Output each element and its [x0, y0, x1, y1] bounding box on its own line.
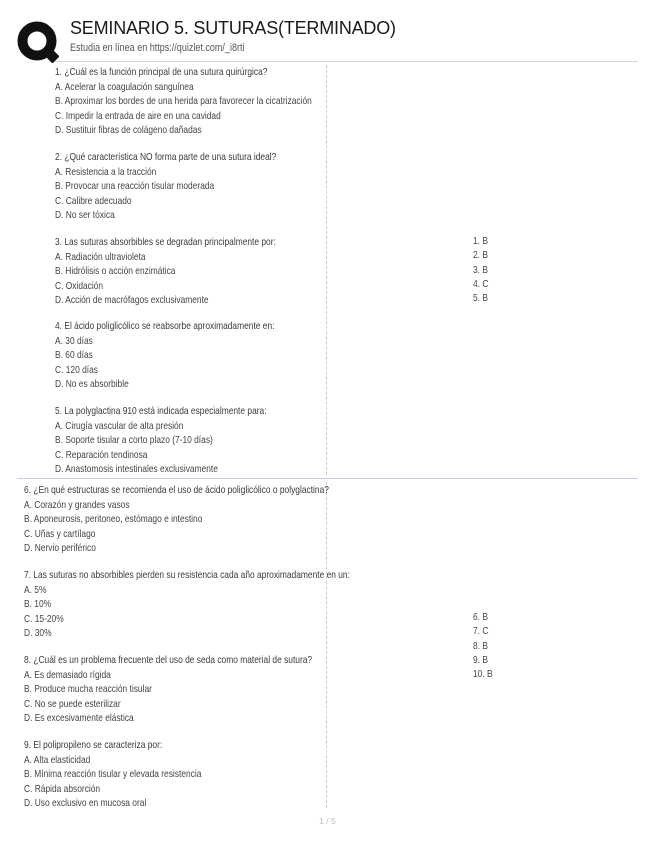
document-subtitle: Estudia en línea en https://quizlet.com/_i8rti: [70, 42, 245, 54]
answer-key-item: 9. B: [473, 653, 488, 666]
answer-option: A. Radiación ultravioleta: [55, 250, 146, 263]
answer-option: C. Rápida absorción: [24, 782, 101, 795]
answer-option: A. Es demasiado rígida: [24, 668, 111, 681]
document-title: SEMINARIO 5. SUTURAS(TERMINADO): [70, 18, 396, 38]
answer-option: A. Resistencia a la tracción: [55, 165, 157, 178]
question-block-8: [24, 653, 384, 726]
answer-option: D. Nervio periférico: [24, 542, 96, 554]
question-block-7: [24, 568, 431, 641]
question-text: 5. La polyglactina 910 está indicada especialmente para:: [55, 405, 267, 417]
answer-option: B. Mínima reacción tisular y elevada resistencia: [24, 768, 202, 780]
answer-option: D. Acción de macrófagos exclusivamente: [55, 294, 209, 306]
answer-option: A. Corazón y grandes vasos: [24, 498, 130, 511]
answer-option: C. 120 días: [55, 363, 98, 376]
answer-option: C. Oxidación: [55, 279, 104, 292]
page-number: 1 / 5: [319, 816, 336, 826]
answer-key-bottom: [473, 610, 498, 681]
answer-option: D. Sustituir fibras de colágeno dañadas: [55, 124, 202, 136]
answer-option: D. Es excesivamente elástica: [24, 712, 134, 724]
question-text: 6. ¿En qué estructuras se recomienda el uso de ácido poliglicólico o polyglactina?: [24, 484, 329, 496]
answer-option: A. 5%: [24, 583, 47, 596]
answer-option: A. 30 días: [55, 334, 93, 347]
section-divider: [17, 478, 638, 479]
question-block-3: [55, 235, 331, 308]
question-text: 4. El ácido poliglicólico se reabsorbe aproximadamente en:: [55, 320, 275, 332]
question-block-6: [24, 483, 405, 556]
question-block-1: [55, 65, 376, 138]
answer-option: C. 15-20%: [24, 612, 64, 625]
answer-option: D. No es absorbible: [55, 378, 129, 390]
header-divider: [55, 61, 638, 62]
question-text: 3. Las suturas absorbibles se degradan principalmente por:: [55, 236, 276, 248]
question-text: 9. El polipropileno se caracteriza por:: [24, 739, 163, 751]
question-block-5: [55, 404, 319, 477]
answer-option: B. Soporte tisular a corto plazo (7-10 días): [55, 434, 213, 446]
answer-key-item: 2. B: [473, 249, 488, 262]
answer-key-item: 10. B: [473, 668, 493, 681]
answer-option: C. Reparación tendinosa: [55, 448, 148, 461]
answer-option: B. 10%: [24, 598, 52, 610]
question-block-2: [55, 150, 332, 223]
answer-option: D. No ser tóxica: [55, 209, 115, 221]
question-text: 2. ¿Qué característica NO forma parte de una sutura ideal?: [55, 151, 277, 163]
answer-key-item: 6. B: [473, 611, 488, 623]
answer-option: B. Hidrólisis o acción enzimática: [55, 265, 176, 277]
answer-option: C. Uñas y cartílago: [24, 527, 96, 540]
answer-option: B. 60 días: [55, 349, 93, 361]
answer-key-item: 5. B: [473, 292, 488, 305]
question-block-4: [55, 319, 329, 392]
answer-option: B. Aponeurosis, peritoneo, estómago e intestino: [24, 513, 203, 525]
answer-option: C. No se puede esterilizar: [24, 697, 121, 710]
question-text: 1. ¿Cuál es la función principal de una sutura quirúrgica?: [55, 66, 268, 78]
question-block-9: [24, 738, 246, 811]
answer-option: B. Provocar una reacción tisular moderada: [55, 180, 215, 192]
answer-option: C. Impedir la entrada de aire en una cavidad: [55, 109, 221, 122]
answer-key-item: 3. B: [473, 263, 488, 276]
answer-option: D. Uso exclusivo en mucosa oral: [24, 797, 147, 809]
question-text: 8. ¿Cuál es un problema frecuente del uso de seda como material de sutura?: [24, 654, 313, 666]
answer-key-item: 1. B: [473, 235, 488, 247]
answer-option: A. Acelerar la coagulación sanguínea: [55, 80, 194, 93]
question-text: 7. Las suturas no absorbibles pierden su resistencia cada año aproximadamente en un:: [24, 569, 350, 581]
answer-option: A. Alta elasticidad: [24, 753, 91, 766]
quizlet-logo-icon: [17, 21, 59, 63]
answer-option: D. 30%: [24, 627, 52, 639]
answer-key-item: 7. C: [473, 625, 489, 638]
answer-option: B. Produce mucha reacción tisular: [24, 683, 152, 695]
answer-key-item: 4. C: [473, 277, 489, 290]
answer-key-item: 8. B: [473, 639, 488, 652]
answer-key-top: [473, 234, 492, 305]
answer-option: D. Anastomosis intestinales exclusivamente: [55, 463, 218, 475]
answer-option: B. Aproximar los bordes de una herida para favorecer la cicatrización: [55, 95, 312, 107]
answer-option: C. Calibre adecuado: [55, 194, 132, 207]
answer-option: A. Cirugía vascular de alta presión: [55, 419, 184, 432]
